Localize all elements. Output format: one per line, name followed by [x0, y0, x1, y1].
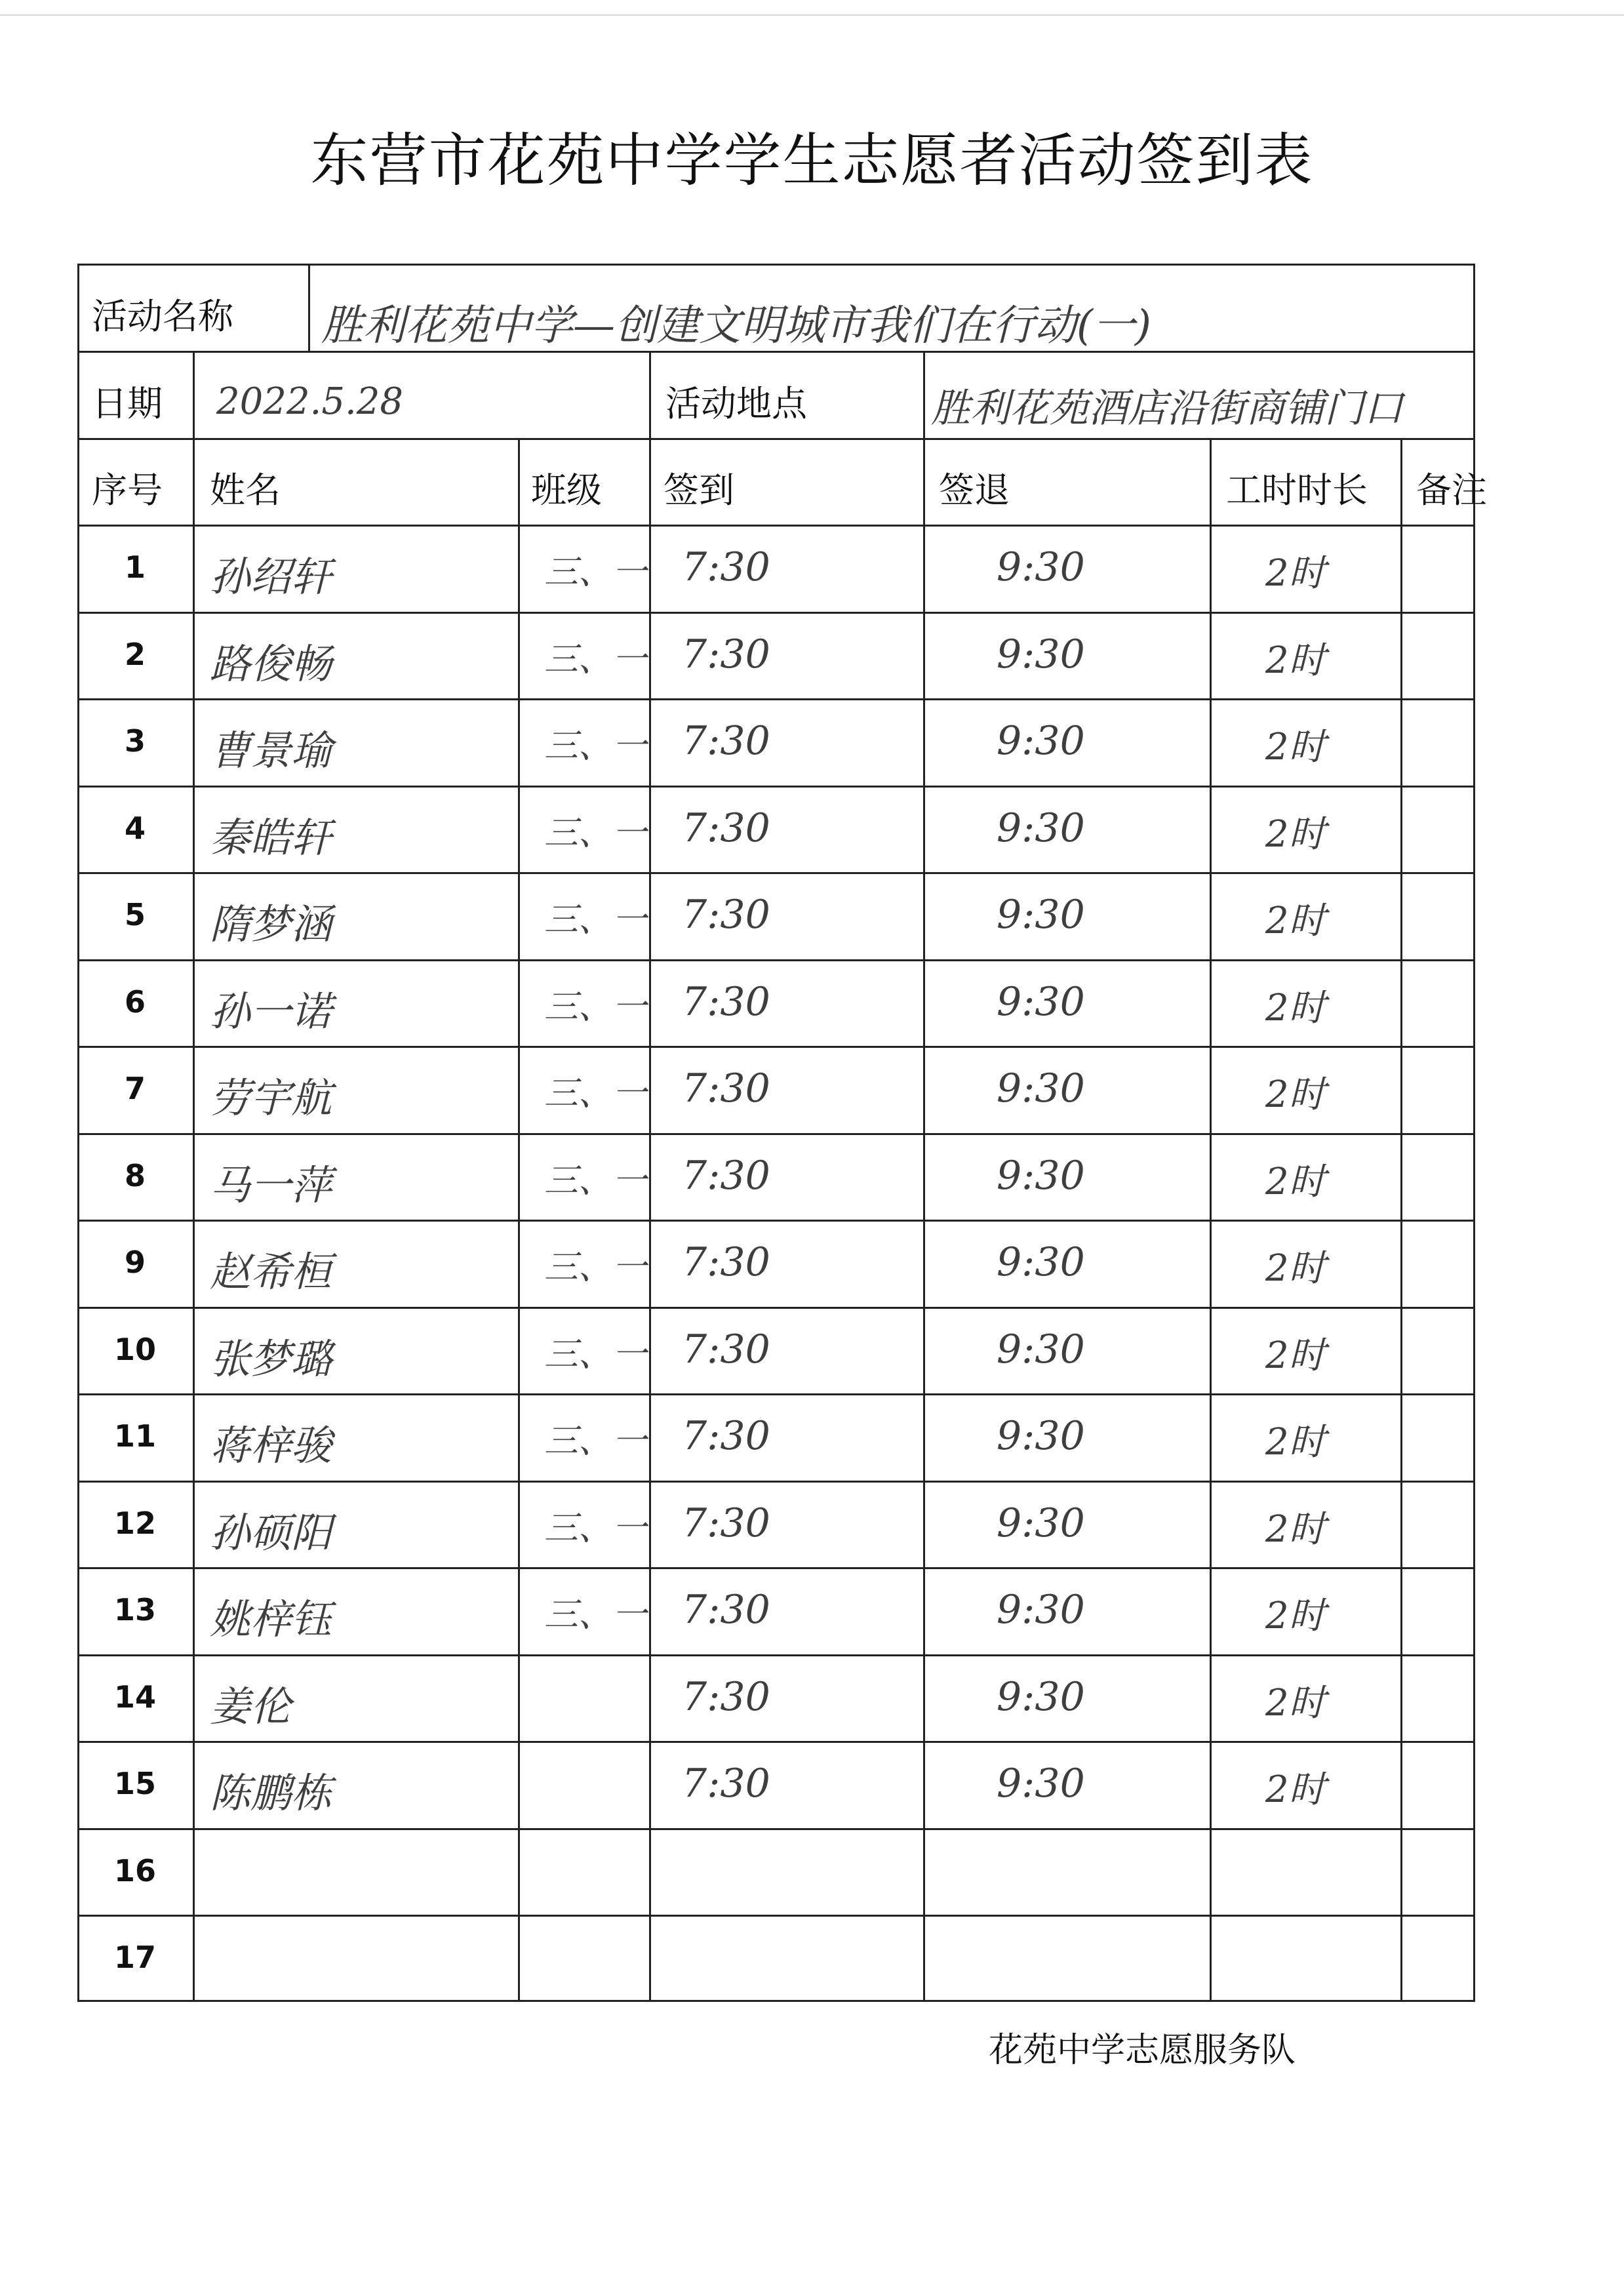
cell-name: 陈鹏栋 — [210, 1769, 332, 1817]
column-header-sign-in: 签到 — [663, 469, 734, 511]
cell-name: 隋梦涵 — [210, 900, 332, 948]
cell-sign-in: 7:30 — [682, 979, 770, 1025]
cell-sign-in: 7:30 — [682, 1674, 770, 1720]
cell-hours: 2时 — [1265, 726, 1326, 768]
cell-hours: 2时 — [1265, 1247, 1326, 1290]
cell-name: 孙绍轩 — [210, 553, 332, 601]
cell-class: 三、一 — [544, 1509, 647, 1548]
cell-name: 赵希桓 — [210, 1248, 332, 1296]
cell-name: 秦皓轩 — [210, 814, 332, 862]
column-header-name: 姓名 — [210, 469, 281, 511]
row-number: 7 — [124, 1071, 146, 1106]
date-value: 2022.5.28 — [216, 380, 404, 423]
cell-sign-in: 7:30 — [682, 718, 770, 764]
cell-hours: 2时 — [1265, 1508, 1326, 1551]
cell-hours: 2时 — [1265, 1421, 1326, 1464]
cell-sign-in: 7:30 — [682, 1587, 770, 1633]
cell-sign-in: 7:30 — [682, 1761, 770, 1806]
table-divider — [193, 351, 195, 2002]
cell-class: 三、一 — [544, 1335, 647, 1374]
location-label: 活动地点 — [665, 383, 807, 424]
scan-edge-line — [0, 14, 1624, 16]
date-label: 日期 — [92, 383, 163, 424]
cell-name: 张梦璐 — [210, 1335, 332, 1383]
cell-hours: 2时 — [1265, 987, 1326, 1029]
cell-hours: 2时 — [1265, 1073, 1326, 1116]
cell-sign-out: 9:30 — [997, 1500, 1085, 1546]
cell-sign-out: 9:30 — [997, 1761, 1085, 1806]
table-row-divider — [77, 786, 1475, 788]
cell-class: 三、一 — [544, 1161, 647, 1201]
cell-hours: 2时 — [1265, 900, 1326, 942]
cell-sign-in: 7:30 — [682, 1413, 770, 1459]
cell-class: 三、一 — [544, 1248, 647, 1287]
cell-sign-out: 9:30 — [997, 979, 1085, 1025]
cell-sign-out: 9:30 — [997, 718, 1085, 764]
table-row-divider — [77, 612, 1475, 614]
cell-name: 姚梓钰 — [210, 1595, 332, 1643]
cell-hours: 2时 — [1265, 1161, 1326, 1203]
row-number: 15 — [113, 1766, 156, 1801]
cell-sign-out: 9:30 — [997, 1153, 1085, 1199]
table-divider — [649, 351, 651, 2002]
cell-sign-in: 7:30 — [682, 892, 770, 938]
row-number: 10 — [113, 1332, 156, 1367]
cell-hours: 2时 — [1265, 639, 1326, 682]
cell-sign-out: 9:30 — [997, 631, 1085, 677]
cell-class: 三、一 — [544, 814, 647, 853]
table-row-divider — [77, 1481, 1475, 1483]
cell-sign-in: 7:30 — [682, 1153, 770, 1199]
table-row-divider — [77, 959, 1475, 961]
cell-class: 三、一 — [544, 988, 647, 1027]
cell-sign-out: 9:30 — [997, 1239, 1085, 1285]
cell-hours: 2时 — [1265, 1334, 1326, 1377]
table-row-divider — [77, 1046, 1475, 1048]
cell-name: 劳宇航 — [210, 1074, 332, 1122]
table-row-divider — [77, 1567, 1475, 1569]
row-number: 8 — [124, 1158, 146, 1193]
cell-hours: 2时 — [1265, 1595, 1326, 1637]
cell-sign-out: 9:30 — [997, 1587, 1085, 1633]
table-divider — [77, 525, 1475, 527]
row-number: 9 — [124, 1245, 146, 1280]
cell-hours: 2时 — [1265, 813, 1326, 856]
table-row-divider — [77, 1915, 1475, 1917]
cell-name: 马一萍 — [210, 1161, 332, 1209]
location-value: 胜利花苑酒店沿街商铺门口 — [931, 386, 1403, 431]
table-row-divider — [77, 1220, 1475, 1222]
cell-sign-in: 7:30 — [682, 631, 770, 677]
footer-signature: 花苑中学志愿服务队 — [989, 2031, 1296, 2070]
table-row-divider — [77, 698, 1475, 700]
table-row-divider — [77, 1307, 1475, 1309]
row-number: 13 — [113, 1592, 156, 1627]
table-row-divider — [77, 1741, 1475, 1743]
cell-sign-in: 7:30 — [682, 1500, 770, 1546]
row-number: 5 — [124, 897, 146, 932]
table-row-divider — [77, 872, 1475, 874]
table-divider — [77, 438, 1475, 440]
cell-sign-out: 9:30 — [997, 805, 1085, 851]
cell-class: 三、一 — [544, 1074, 647, 1113]
table-row-divider — [77, 1828, 1475, 1830]
row-number: 14 — [113, 1679, 156, 1715]
cell-sign-out: 9:30 — [997, 1413, 1085, 1459]
cell-name: 姜伦 — [210, 1683, 292, 1730]
cell-hours: 2时 — [1265, 1768, 1326, 1811]
cell-class: 三、一 — [544, 1595, 647, 1635]
row-number: 16 — [113, 1853, 156, 1888]
table-divider — [308, 264, 310, 351]
column-header-sign-out: 签退 — [939, 469, 1010, 511]
cell-name: 孙一诺 — [210, 988, 332, 1035]
cell-sign-in: 7:30 — [682, 805, 770, 851]
page-title: 东营市花苑中学学生志愿者活动签到表 — [310, 127, 1314, 194]
cell-name: 蒋梓骏 — [210, 1422, 332, 1469]
row-number: 12 — [113, 1506, 156, 1541]
cell-name: 曹景瑜 — [210, 727, 332, 774]
cell-sign-out: 9:30 — [997, 1327, 1085, 1372]
cell-class: 三、一 — [544, 1422, 647, 1461]
row-number: 11 — [113, 1418, 156, 1454]
cell-sign-in: 7:30 — [682, 1239, 770, 1285]
row-number: 17 — [113, 1940, 156, 1975]
row-number: 4 — [124, 810, 146, 846]
column-header-hours: 工时时长 — [1226, 469, 1368, 511]
cell-sign-out: 9:30 — [997, 544, 1085, 590]
table-row-divider — [77, 1654, 1475, 1656]
cell-sign-out: 9:30 — [997, 892, 1085, 938]
cell-name: 孙硕阳 — [210, 1509, 332, 1557]
row-number: 3 — [124, 723, 146, 759]
column-header-class: 班级 — [531, 469, 602, 511]
row-number: 2 — [124, 637, 146, 672]
column-header-remarks: 备注 — [1416, 469, 1487, 511]
column-header-seq: 序号 — [92, 469, 163, 511]
activity-name-label: 活动名称 — [92, 296, 233, 337]
cell-sign-out: 9:30 — [997, 1674, 1085, 1720]
cell-class: 三、一 — [544, 640, 647, 679]
table-row-divider — [77, 1133, 1475, 1135]
row-number: 6 — [124, 984, 146, 1020]
table-divider — [923, 351, 925, 2002]
row-number: 1 — [124, 549, 146, 585]
cell-name: 路俊畅 — [210, 640, 332, 688]
cell-sign-in: 7:30 — [682, 1327, 770, 1372]
cell-sign-out: 9:30 — [997, 1066, 1085, 1111]
cell-class: 三、一 — [544, 900, 647, 940]
table-row-divider — [77, 1393, 1475, 1395]
activity-name-value: 胜利花苑中学—创建文明城市我们在行动(一) — [321, 302, 1151, 350]
cell-sign-in: 7:30 — [682, 1066, 770, 1111]
cell-sign-in: 7:30 — [682, 544, 770, 590]
cell-hours: 2时 — [1265, 1682, 1326, 1725]
cell-class: 三、一 — [544, 727, 647, 766]
cell-class: 三、一 — [544, 553, 647, 592]
cell-hours: 2时 — [1265, 552, 1326, 595]
